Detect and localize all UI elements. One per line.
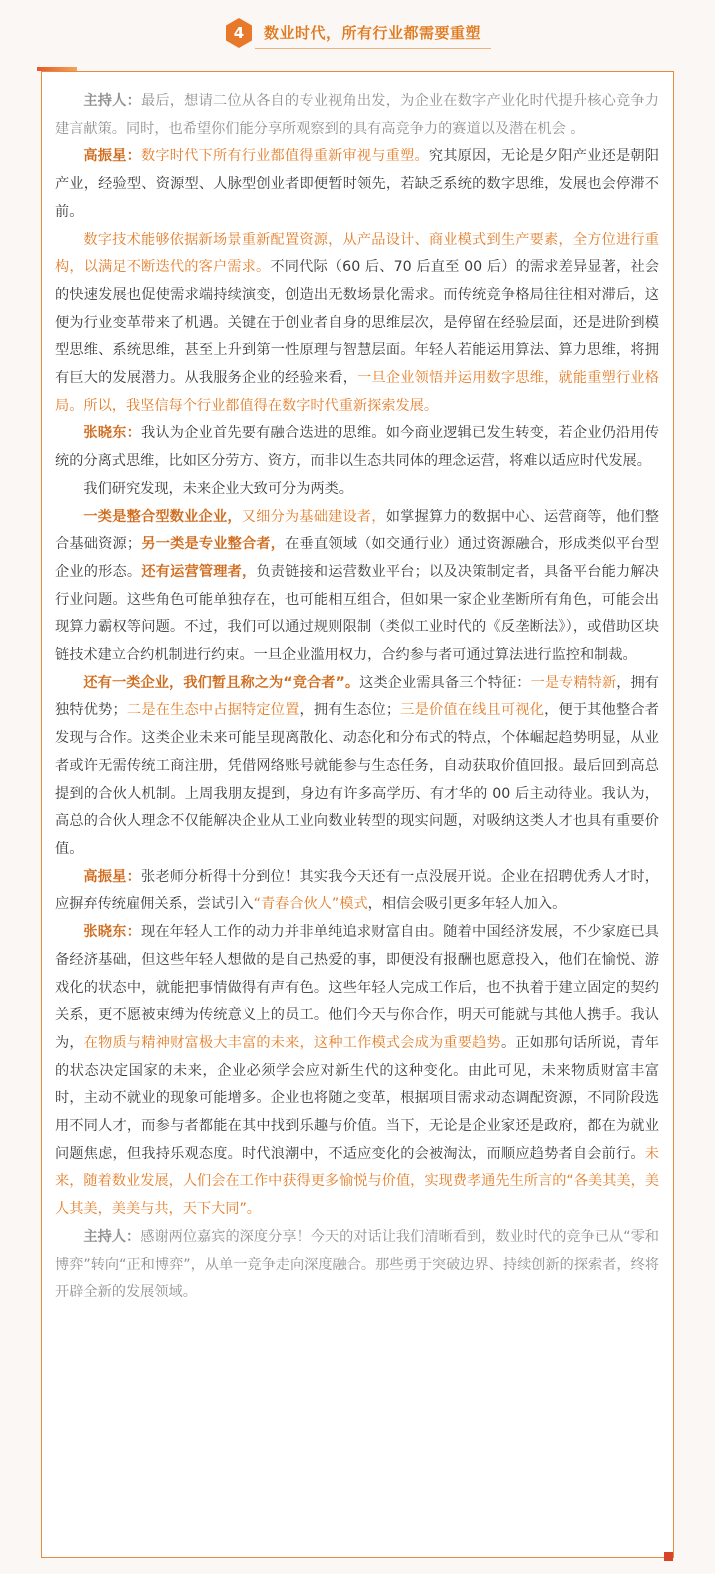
- emphasis-text: 还有一类企业，我们暂且称之为“竞合者”。: [83, 674, 360, 691]
- highlight-text: 又细分为基础建设者，: [241, 508, 386, 525]
- body-text: 。正如那句话所说，青年的状态决定国家的未来，企业必须学会应对新生代的这种变化。由此可见，未来物质财富丰富时，主动不就业的现象可能增多。企业也将随之变革，根据项目需求动态调配资源，不同阶段选用不同人才，而参与者都能在其中找到乐趣与价值。当下，无论是企业家还是政府，都在为就业问题焦虑，但我持乐观态度。时代浪潮中，不适应变化的会被淘汰，而顺应趋势者自会前行。: [55, 1034, 659, 1162]
- highlight-text: 一是专精特新: [530, 674, 617, 691]
- body-text: 究其原因，无论是夕阳产业还是朝阳产业，经验型、资源型、人脉型创业者即便暂时领先，若缺乏系统的数字思维，发展也会停滞不前。: [55, 148, 659, 220]
- paragraph: [55, 1224, 659, 1307]
- paragraph: [55, 420, 659, 475]
- section-number: 4: [233, 24, 245, 42]
- body-text: 我认为企业首先要有融合迭进的思维。如今商业逻辑已发生转变，若企业仍沿用传统的分离式思维，比如区分劳方、资方，而非以生态共同体的理念运营，将难以适应时代发展。: [55, 425, 659, 470]
- paragraph: [55, 919, 659, 1224]
- emphasis-text: 张晓东：: [83, 425, 141, 442]
- body-text: ，拥有独特优势；: [55, 674, 659, 719]
- frame-corner-square: [664, 1552, 673, 1561]
- paragraph: [55, 88, 659, 143]
- highlight-text: “青春合伙人”模式: [253, 896, 368, 913]
- highlight-text: 未来，随着数业发展，人们会在工作中获得更多愉悦与价值，实现费孝通先生所言的“各美其美，美人其美，美美与共，天下大同”。: [55, 1145, 659, 1218]
- paragraph: [55, 227, 659, 421]
- body-text: 我们研究发现，未来企业大致可分为两类。: [83, 480, 353, 497]
- emphasis-text: 主持人：: [83, 1228, 141, 1245]
- paragraph: [55, 670, 659, 864]
- emphasis-text: 另一类是专业整合者，: [141, 536, 286, 553]
- highlight-text: 一旦企业领悟并运用数字思维，就能重塑行业格局。所以，我坚信每个行业都值得在数字时代重新探索发展。: [55, 370, 659, 414]
- paragraph: [55, 504, 659, 670]
- body-text: 感谢两位嘉宾的深度分享！今天的对话让我们清晰看到，数业时代的竞争已从“零和博弈”转向“正和博弈”，从单一竞争走向深度融合。那些勇于突破边界、持续创新的探索者，终将开辟全新的发展领域。: [55, 1228, 659, 1301]
- body-text: ，拥有生态位；: [299, 702, 401, 719]
- paragraph: [55, 864, 659, 919]
- header-underline: [255, 48, 491, 49]
- highlight-text: 数字时代下所有行业都值得重新审视与重塑。: [140, 148, 429, 165]
- body-text: 张老师分析得十分到位！其实我今天还有一点没展开说。企业在招聘优秀人才时，应摒弃传统雇佣关系，尝试引入: [55, 868, 659, 913]
- body-text: 最后，想请二位从各自的专业视角出发，为企业在数字产业化时代提升核心竞争力建言献策。同时，也希望你们能分享所观察到的具有高竞争力的赛道以及潜在机会 。: [55, 93, 659, 137]
- emphasis-text: 张晓东：: [83, 924, 141, 941]
- body-text: 负责链接和运营数业平台；以及决策制定者，具备平台能力解决行业问题。这些角色可能单独存在，也可能相互组合，但如果一家企业垄断所有角色，可能会出现算力霸权等问题。不过，我们可以通过规则限制（类似工业时代的《反垄断法》），或借助区块链技术建立合约机制进行约束。一旦企业滥用权力，合约参与者可通过算法进行监控和制裁。: [55, 563, 659, 664]
- highlight-text: 二是在生态中占据特定位置: [126, 702, 300, 719]
- highlight-text: 三是价值在线且可视化: [400, 702, 545, 719]
- emphasis-text: 主持人：: [83, 93, 141, 109]
- emphasis-text: 高振星：: [83, 148, 141, 165]
- paragraph: [55, 143, 659, 226]
- body-text: ，相信会吸引更多年轻人加入。: [367, 896, 567, 913]
- paragraph: [55, 476, 659, 504]
- body-text: 如掌握算力的数据中心、运营商等，他们整合基础资源；: [55, 508, 659, 553]
- body-text: 这类企业需具备三个特征：: [359, 674, 531, 691]
- emphasis-text: 还有运营管理者，: [141, 563, 257, 580]
- section-header: [0, 14, 715, 54]
- section-number-badge: [223, 17, 255, 49]
- body-text: 现在年轻人工作的动力并非单纯追求财富自由。随着中国经济发展，不少家庭已具备经济基础，但这些年轻人想做的是自己热爱的事，即便没有报酬也愿意投入，他们在愉悦、游戏化的状态中，就能把事情做得有声有色。这些年轻人完成工作后，也不执着于建立固定的契约关系，更不愿被束缚为传统意义上的员工。他们今天与你合作，明天可能就与其他人携手。我认为，: [55, 924, 659, 1051]
- body-text: 在垂直领域（如交通行业）通过资源融合，形成类似平台型企业的形态。: [55, 536, 659, 580]
- emphasis-text: 高振星：: [83, 868, 141, 885]
- section-title: 数业时代，所有行业都需要重塑: [264, 24, 482, 42]
- body-text: ，便于其他整合者发现与合作。这类企业未来可能呈现离散化、动态化和分布式的特点，个体崛起趋势明显，从业者或许无需传统工商注册，凭借网络账号就能参与生态任务，自动获取价值回报。最后回到高总提到的合伙人机制。上周我朋友提到，身边有许多高学历、有才华的 00 后主动待业。我认为，高总的合伙人理念不仅能解决企业从工业向数业转型的现实问题，对吸纳这类人才也具有重要价值。: [55, 702, 659, 857]
- highlight-text: 在物质与精神财富极大丰富的未来，这种工作模式会成为重要趋势: [83, 1034, 501, 1051]
- article-body: [55, 88, 659, 1307]
- emphasis-text: 一类是整合型数业企业，: [83, 508, 242, 525]
- body-text: 不同代际（60 后、70 后直至 00 后）的需求差异显著，社会的快速发展也促使需求端持续演变，创造出无数场景化需求。而传统竞争格局往往相对滞后，这便为行业变革带来了机遇。关键在于创业者自身的思维层次，是停留在经验层面，还是进阶到模型思维、系统思维，甚至上升到第一性原理与智慧层面。年轻人若能运用算法、算力思维，将拥有巨大的发展潜力。从我服务企业的经验来看，: [55, 259, 659, 387]
- highlight-text: 数字技术能够依据新场景重新配置资源，从产品设计、商业模式到生产要素，全方位进行重构，以满足不断迭代的客户需求。: [55, 231, 659, 276]
